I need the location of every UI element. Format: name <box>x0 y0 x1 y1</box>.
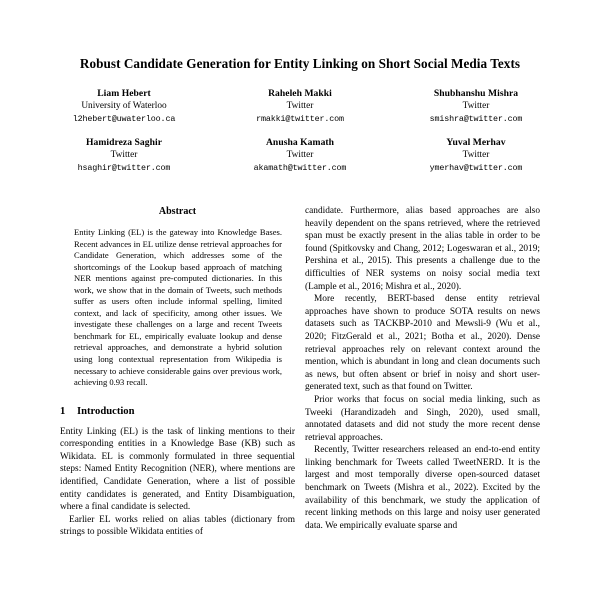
left-column <box>60 205 295 539</box>
section-heading-introduction <box>60 405 295 419</box>
author-row <box>36 87 564 126</box>
abstract-heading: Abstract <box>158 206 197 217</box>
author-name: Hamidreza Saghir <box>85 137 163 148</box>
author-email[interactable]: l2hebert@uwaterloo.ca <box>72 114 176 124</box>
author-affiliation: Twitter <box>286 150 314 160</box>
author-affiliation: Twitter <box>286 101 314 111</box>
title-block <box>0 0 600 72</box>
paragraph: Earlier EL works relied on alias tables (dictionary from strings to possible Wikidata entities of <box>60 514 295 538</box>
author-entry <box>212 136 388 175</box>
author-name: Liam Hebert <box>97 88 151 99</box>
author-affiliation: Twitter <box>110 150 138 160</box>
section-number: 1 <box>60 405 66 417</box>
author-entry <box>36 87 212 126</box>
author-entry <box>388 87 564 126</box>
author-email[interactable]: smishra@twitter.com <box>429 114 523 124</box>
page-title: Robust Candidate Generation for Entity Linking on Short Social Media Texts <box>79 56 521 71</box>
author-affiliation: Twitter <box>462 101 490 111</box>
author-name: Anusha Kamath <box>265 137 335 148</box>
right-column <box>305 205 540 539</box>
author-email[interactable]: rmakki@twitter.com <box>256 114 344 124</box>
section-title: Introduction <box>77 405 135 417</box>
abstract-text: Entity Linking (EL) is the gateway into Knowledge Bases. Recent advances in EL utilize dense retrieval approaches for Candidate Generation, which addresses some of the shortcomings of the Lookup based approach of matching NER mentions against pre-computed dictionaries. In this work, we show that in the domain of Tweets, such methods suffer as users often include informal spelling, limited context, and lack of specificity, among other issues. We investigate these challenges on a large and recent Tweets benchmark for EL, empirically evaluate lookup and dense retrieval approaches, and demonstrate a hybrid solution using long contextual representation from Wikipedia is necessary to achieve considerable gains over previous work, achieving 0.93 recall. <box>74 227 282 388</box>
author-entry <box>36 136 212 175</box>
author-entry <box>212 87 388 126</box>
author-name: Shubhanshu Mishra <box>433 88 519 99</box>
author-name: Raheleh Makki <box>268 88 332 99</box>
author-row <box>36 136 564 175</box>
author-affiliation: Twitter <box>462 150 490 160</box>
paragraph: More recently, BERT-based dense entity retrieval approaches have shown to produce SOTA results on news datasets such as TACKBP-2010 and Mewsli-9 (Wu et al., 2020; FitzGerald et al., 2021; Botha et al., 2020). Dense retrieval approaches rely on relevant context around the mention, which is abundant in long and clean documents such as news, but often absent or brief in noisy and short user-generated text, such as that found on Twitter. <box>305 294 540 393</box>
author-affiliation: University of Waterloo <box>81 101 167 111</box>
author-block <box>0 87 600 175</box>
author-email[interactable]: hsaghir@twitter.com <box>77 163 171 173</box>
abstract-body <box>60 227 295 389</box>
author-entry <box>388 136 564 175</box>
author-name: Yuval Merhav <box>446 137 506 148</box>
paragraph: candidate. Furthermore, alias based approaches are also heavily dependent on the spans retrieved, where the retrieved span must be exactly present in the alias table in order to be found (Spitkovsky and Chang, 2012; Logeswaran et al., 2019; Pershina et al., 2015). This presents a challenge due to the difficulties of NER systems on noisy social media text (Lample et al., 2016; Mishra et al., 2020). <box>305 206 540 292</box>
paragraph: Recently, Twitter researchers released an end-to-end entity linking benchmark for Tweets called TweetNERD. It is the largest and most temporally diverse open-sourced dataset benchmark on Tweets (Mishra et al., 2022). Excited by the availability of this benchmark, we study the application of recent linking methods on this large and noisy user generated data. We empirically evaluate sparse and <box>305 445 540 531</box>
body-columns <box>0 205 600 539</box>
author-email[interactable]: akamath@twitter.com <box>253 163 347 173</box>
author-email[interactable]: ymerhav@twitter.com <box>429 163 523 173</box>
paragraph: Prior works that focus on social media linking, such as Tweeki (Harandizadeh and Singh, 2020), used small, annotated datasets and did not study the more recent dense retrieval approaches. <box>305 394 540 443</box>
paragraph: Entity Linking (EL) is the task of linking mentions to their corresponding entities in a Knowledge Base (KB) such as Wikidata. EL is commonly formulated in three sequential steps: Named Entity Recognition (NER), where mentions are identified, Candidate Generation, where a list of possible entity candidates is generated, and Entity Disambiguation, where a final candidate is selected. <box>60 426 295 513</box>
